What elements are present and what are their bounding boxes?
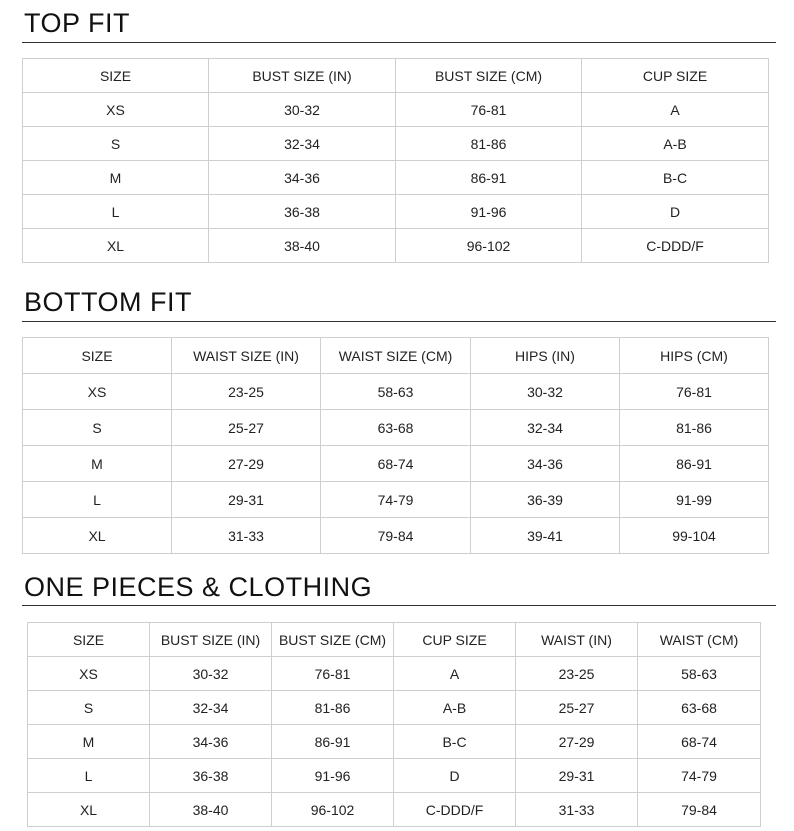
column-header: BUST SIZE (IN) (150, 623, 272, 657)
table-cell: A-B (582, 127, 769, 161)
bottom-fit-table (22, 337, 769, 554)
table-cell: A-B (394, 691, 516, 725)
column-header: WAIST SIZE (IN) (172, 338, 321, 374)
table-cell: 91-96 (272, 759, 394, 793)
column-header: WAIST SIZE (CM) (321, 338, 471, 374)
table-row (28, 793, 761, 827)
table-cell: 39-41 (471, 518, 620, 554)
table-cell: 38-40 (150, 793, 272, 827)
table-cell: 81-86 (396, 127, 582, 161)
table-cell: 91-96 (396, 195, 582, 229)
table-row (28, 657, 761, 691)
table-cell: D (582, 195, 769, 229)
table-cell: 58-63 (321, 374, 471, 410)
table-cell: 34-36 (209, 161, 396, 195)
table-row (23, 195, 769, 229)
table-cell: A (582, 93, 769, 127)
table-cell: 25-27 (516, 691, 638, 725)
table-row (28, 759, 761, 793)
bottom-fit-title: BOTTOM FIT (24, 287, 192, 317)
size-label-cell: M (23, 446, 172, 482)
table-cell: 23-25 (172, 374, 321, 410)
table-cell: 30-32 (209, 93, 396, 127)
size-label-cell: XL (28, 793, 150, 827)
table-cell: B-C (582, 161, 769, 195)
column-header: SIZE (23, 59, 209, 93)
table-cell: B-C (394, 725, 516, 759)
table-cell: 68-74 (321, 446, 471, 482)
size-label-cell: L (28, 759, 150, 793)
table-cell: 81-86 (620, 410, 769, 446)
size-label-cell: XS (28, 657, 150, 691)
table-row (23, 93, 769, 127)
one-pieces-divider (22, 605, 776, 606)
table-cell: 36-38 (209, 195, 396, 229)
size-label-cell: XS (23, 93, 209, 127)
table-cell: 29-31 (516, 759, 638, 793)
table-cell: 63-68 (321, 410, 471, 446)
table-row (28, 691, 761, 725)
table-cell: 63-68 (638, 691, 761, 725)
table-cell: 34-36 (150, 725, 272, 759)
table-cell: 32-34 (150, 691, 272, 725)
table-cell: A (394, 657, 516, 691)
table-row (23, 518, 769, 554)
table-cell: 74-79 (638, 759, 761, 793)
size-label-cell: S (23, 410, 172, 446)
size-label-cell: L (23, 482, 172, 518)
table-cell: 30-32 (150, 657, 272, 691)
header-row (23, 59, 769, 93)
table-cell: 86-91 (272, 725, 394, 759)
size-label-cell: S (28, 691, 150, 725)
table-row (23, 374, 769, 410)
column-header: BUST SIZE (CM) (272, 623, 394, 657)
table-cell: C-DDD/F (582, 229, 769, 263)
top-fit-divider (22, 42, 776, 43)
column-header: WAIST (CM) (638, 623, 761, 657)
table-cell: 74-79 (321, 482, 471, 518)
table-cell: 81-86 (272, 691, 394, 725)
table-cell: 76-81 (620, 374, 769, 410)
table-cell: 30-32 (471, 374, 620, 410)
column-header: SIZE (23, 338, 172, 374)
top-fit-table (22, 58, 769, 263)
table-cell: 25-27 (172, 410, 321, 446)
table-cell: 34-36 (471, 446, 620, 482)
column-header: CUP SIZE (582, 59, 769, 93)
table-cell: 79-84 (638, 793, 761, 827)
size-label-cell: S (23, 127, 209, 161)
table-cell: 32-34 (471, 410, 620, 446)
table-cell: 31-33 (172, 518, 321, 554)
table-row (23, 446, 769, 482)
one-pieces-table (27, 622, 761, 827)
header-row (28, 623, 761, 657)
table-row (23, 161, 769, 195)
table-cell: 76-81 (272, 657, 394, 691)
size-label-cell: XS (23, 374, 172, 410)
table-cell: 86-91 (396, 161, 582, 195)
table-cell: 38-40 (209, 229, 396, 263)
column-header: SIZE (28, 623, 150, 657)
table-cell: 36-38 (150, 759, 272, 793)
table-cell: 23-25 (516, 657, 638, 691)
table-cell: C-DDD/F (394, 793, 516, 827)
header-row (23, 338, 769, 374)
table-cell: 99-104 (620, 518, 769, 554)
table-cell: 86-91 (620, 446, 769, 482)
bottom-fit-divider (22, 321, 776, 322)
table-cell: 29-31 (172, 482, 321, 518)
column-header: BUST SIZE (IN) (209, 59, 396, 93)
table-row (23, 229, 769, 263)
size-label-cell: XL (23, 229, 209, 263)
table-cell: 79-84 (321, 518, 471, 554)
table-cell: 31-33 (516, 793, 638, 827)
size-label-cell: L (23, 195, 209, 229)
table-cell: D (394, 759, 516, 793)
one-pieces-title: ONE PIECES & CLOTHING (24, 572, 373, 602)
table-cell: 96-102 (396, 229, 582, 263)
table-cell: 91-99 (620, 482, 769, 518)
size-label-cell: M (28, 725, 150, 759)
table-cell: 27-29 (516, 725, 638, 759)
column-header: BUST SIZE (CM) (396, 59, 582, 93)
top-fit-title: TOP FIT (24, 8, 131, 38)
table-cell: 27-29 (172, 446, 321, 482)
table-cell: 76-81 (396, 93, 582, 127)
column-header: CUP SIZE (394, 623, 516, 657)
size-label-cell: M (23, 161, 209, 195)
table-row (23, 410, 769, 446)
table-cell: 68-74 (638, 725, 761, 759)
table-cell: 36-39 (471, 482, 620, 518)
size-label-cell: XL (23, 518, 172, 554)
table-row (23, 482, 769, 518)
table-row (28, 725, 761, 759)
column-header: HIPS (CM) (620, 338, 769, 374)
table-cell: 32-34 (209, 127, 396, 161)
table-cell: 96-102 (272, 793, 394, 827)
table-row (23, 127, 769, 161)
column-header: HIPS (IN) (471, 338, 620, 374)
table-cell: 58-63 (638, 657, 761, 691)
column-header: WAIST (IN) (516, 623, 638, 657)
